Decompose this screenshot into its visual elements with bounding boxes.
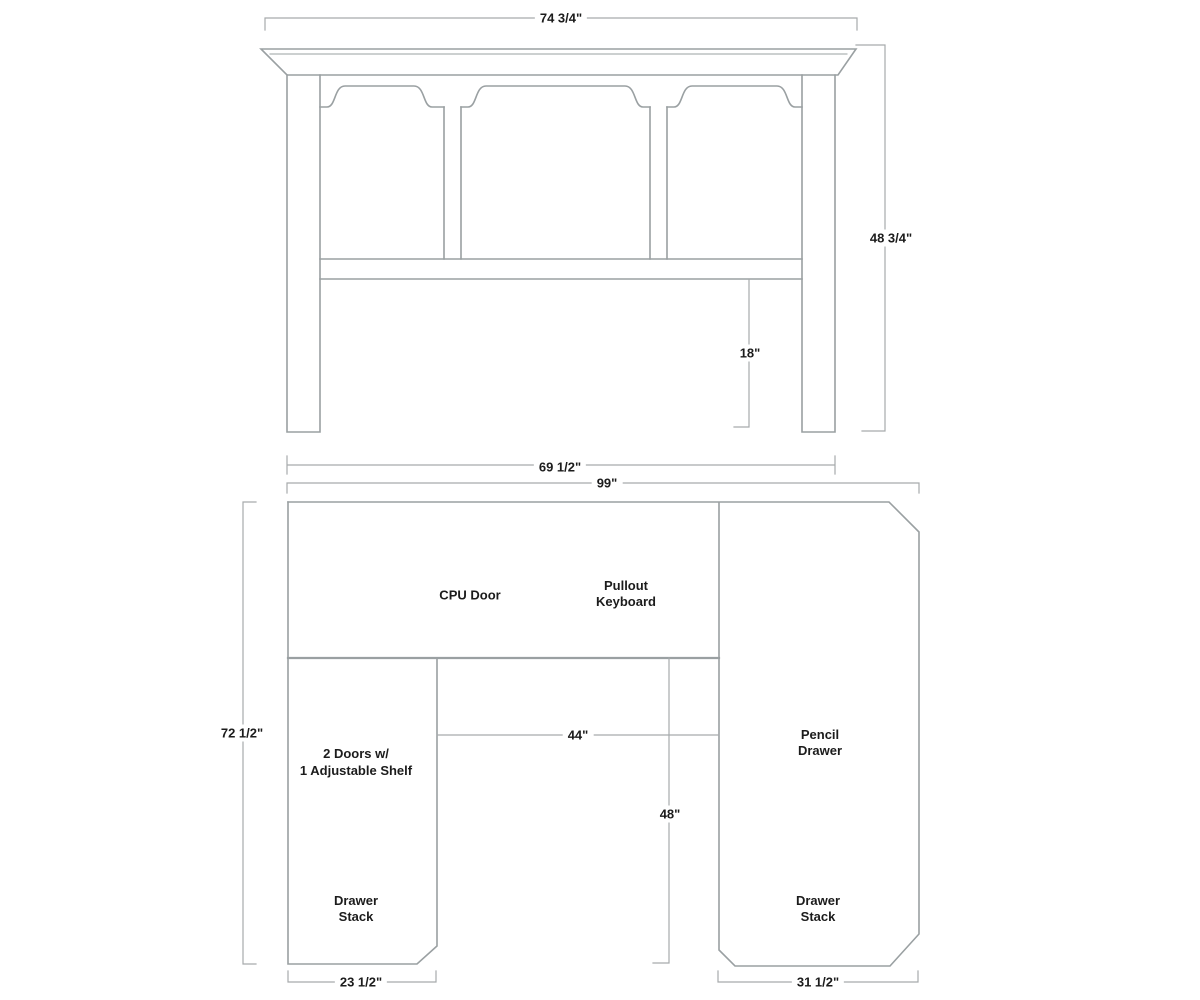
elevation-view <box>261 49 856 432</box>
dim-total-width-label: 99" <box>592 475 623 492</box>
dim-total-depth-label: 72 1/2" <box>216 725 268 742</box>
dim-knee-width-label: 44" <box>563 727 594 744</box>
left-drawer-stack-line1: Drawer <box>333 893 379 908</box>
right-drawer-stack-line1: Drawer <box>795 893 841 908</box>
right-drawer-stack-label <box>796 893 840 925</box>
pullout-keyboard-label <box>596 578 656 610</box>
dim-shelf-height-label: 18" <box>735 345 766 362</box>
dim-leg-span-label: 69 1/2" <box>534 459 586 476</box>
mullion-posts <box>444 107 667 259</box>
valance-arches <box>320 86 802 107</box>
left-leg <box>287 75 320 432</box>
shelf <box>320 259 802 279</box>
right-leg <box>802 75 835 432</box>
left-drawer-stack-label <box>334 893 378 925</box>
desk-top-crown <box>261 49 856 75</box>
pencil-drawer-line2: Drawer <box>797 743 843 758</box>
cpu-door-label: CPU Door <box>439 587 501 603</box>
pencil-drawer-label <box>798 727 842 759</box>
dim-right-pedestal-label: 31 1/2" <box>792 974 844 991</box>
pencil-drawer-line1: Pencil <box>800 727 840 742</box>
dim-left-pedestal-label: 23 1/2" <box>335 974 387 991</box>
left-cabinet-line1: 2 Doors w/ <box>323 746 389 761</box>
pullout-keyboard-line1: Pullout <box>603 578 649 593</box>
dim-top-width-label: 74 3/4" <box>535 10 587 27</box>
dim-knee-height-label: 48" <box>655 806 686 823</box>
left-cabinet-label <box>300 745 412 779</box>
dim-height-label: 48 3/4" <box>865 230 917 247</box>
right-drawer-stack-line2: Stack <box>800 909 836 924</box>
left-cabinet-line2: 1 Adjustable Shelf <box>299 763 413 778</box>
pullout-keyboard-line2: Keyboard <box>596 594 656 609</box>
left-drawer-stack-line2: Stack <box>338 909 374 924</box>
